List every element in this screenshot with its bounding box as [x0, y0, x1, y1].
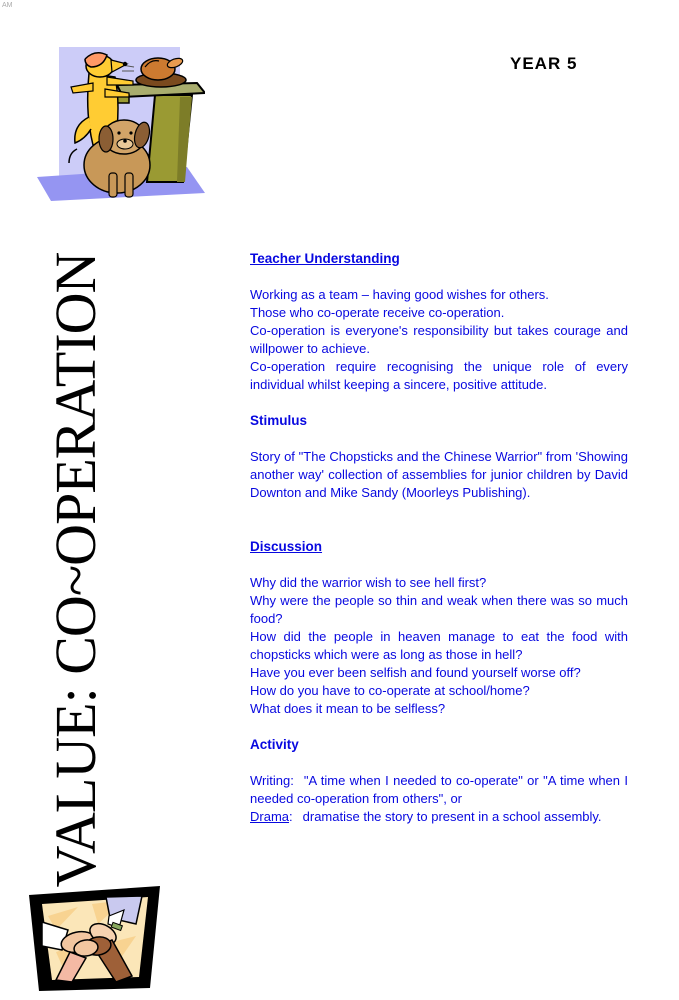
writing-text: "A time when I needed to co-operate" or "A time when I needed co-operation from others", or [250, 773, 628, 806]
section-stimulus [250, 412, 628, 502]
section-teacher-understanding [250, 250, 628, 394]
drama-text: dramatise the story to present in a school assembly. [302, 809, 602, 824]
section-activity [250, 736, 628, 826]
drama-colon: : [289, 809, 293, 824]
stimulus-heading: Stimulus [250, 413, 308, 428]
teacher-line: Co-operation require recognising the unique role of every individual whilst keeping a sincere, positive attitude. [250, 359, 628, 392]
section-discussion [250, 538, 628, 718]
vertical-page-title [42, 248, 120, 892]
year-label: YEAR 5 [510, 54, 578, 73]
stacked-hands-teamwork-clipart-icon [26, 884, 166, 994]
hands-clipart [26, 884, 166, 994]
teacher-understanding-heading: Teacher Understanding [250, 251, 400, 266]
stimulus-paragraph: Story of "The Chopsticks and the Chinese Warrior" from 'Showing another way' collection of assemblies for junior children by David Downton and Mike Sandy (Moorleys Publishing). [250, 449, 628, 500]
activity-writing-line [250, 772, 628, 808]
vertical-page-title-text: VALUE: CO~OPERATION [43, 252, 108, 888]
dogs-clipart [37, 45, 205, 203]
discussion-question: How do you have to co-operate at school/home? [250, 683, 530, 698]
teacher-line: Those who co-operate receive co-operation. [250, 305, 505, 320]
corner-artifact-text: AM [2, 2, 13, 9]
teacher-line: Working as a team – having good wishes for others. [250, 287, 549, 302]
discussion-question: How did the people in heaven manage to eat the food with chopsticks which were as long as those in hell? [250, 629, 628, 662]
discussion-heading: Discussion [250, 539, 323, 554]
discussion-question: What does it mean to be selfless? [250, 701, 446, 716]
discussion-question: Why did the warrior wish to see hell first? [250, 575, 487, 590]
activity-heading: Activity [250, 737, 299, 752]
activity-drama-line [250, 808, 628, 826]
discussion-question: Why were the people so thin and weak when there was so much food? [250, 593, 628, 626]
discussion-question: Have you ever been selfish and found yourself worse off? [250, 665, 581, 680]
drama-label: Drama [250, 809, 290, 824]
dogs-reaching-food-clipart-icon [37, 45, 205, 203]
teacher-line: Co-operation is everyone's responsibility but takes courage and willpower to achieve. [250, 323, 628, 356]
writing-label: Writing: [250, 773, 294, 788]
